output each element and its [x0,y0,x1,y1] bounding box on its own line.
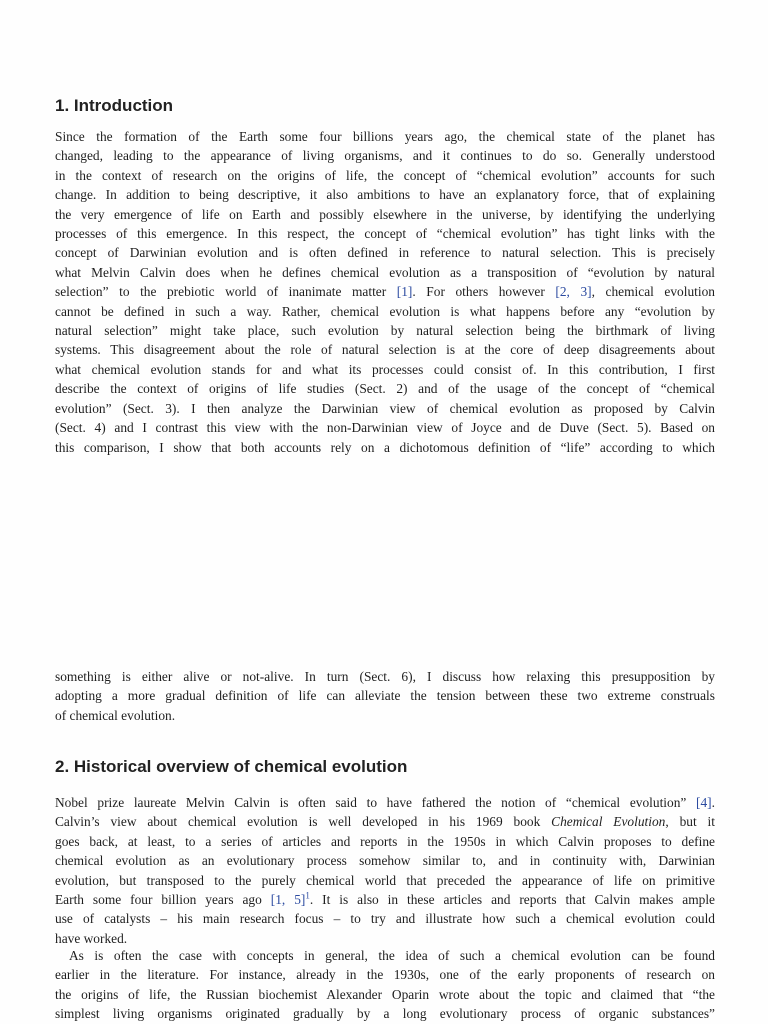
text-segment: selection” to the prebiotic world of inanimate matter [55,284,397,300]
text-line: goes back, at least, to a series of articles and reports in the 1950s in which Calvin proposes to define [55,833,715,849]
citation-link[interactable]: [2, 3] [555,284,592,300]
citation-link[interactable]: [1, 5] [270,892,306,908]
text-line: chemical evolution as an evolutionary process somehow similar to, and in continuity with, Darwinian [55,853,715,869]
text-line: evolution” (Sect. 3). I then analyze the Darwinian view of chemical evolution as proposed by Calvin [55,400,715,416]
text-line: what chemical evolution stands for and what its processes could consist of. In this contribution, I first [55,361,715,377]
citation-link[interactable]: [4] [696,795,712,810]
text-line: simplest living organisms originated gradually by a long evolutionary process of organic substances” [55,1006,715,1022]
paragraph-introduction [55,127,715,457]
text-segment: . [711,795,715,810]
text-line: (Sect. 4) and I contrast this view with the non-Darwinian view of Joyce and de Duve (Sect. 5). Based on [55,420,715,436]
text-line: Since the formation of the Earth some four billions years ago, the chemical state of the planet has [55,129,715,144]
text-segment: , chemical evolution [591,284,715,300]
citation-link[interactable]: [1] [396,284,413,300]
text-line: As is often the case with concepts in general, the idea of such a chemical evolution can be found [69,948,715,963]
text-line: processes of this emergence. In this respect, the concept of “chemical evolution” has tight links with the [55,226,715,242]
section-heading-introduction: 1. Introduction [55,96,174,115]
text-segment: , but it [665,814,715,830]
paragraph-oparin [55,946,715,1024]
text-line: earlier in the literature. For instance, already in the 1930s, one of the early proponents of research on [55,967,715,983]
text-line: change. In addition to being descriptive, it also ambitions to have an explanatory force, that of explaining [55,187,715,203]
text-line: have worked. [55,930,128,946]
text-line: the very emergence of life on Earth and possibly elsewhere in the universe, by identifying the underlying [55,206,715,222]
text-segment: . For others however [412,284,556,300]
text-line: natural selection” might take place, such evolution by natural selection being the birthmark of living [55,323,715,339]
text-line: changed, leading to the appearance of living organisms, and it continues to do so. Generally understood [55,148,715,164]
text-segment: Calvin’s view about chemical evolution is well developed in his 1969 book [55,814,552,830]
text-line: evolution, but transposed to the purely chemical world that preceded the appearance of life on primitive [55,872,715,888]
text-line: the origins of life, the Russian biochemist Alexander Oparin wrote about the topic and claimed that “the [55,986,715,1002]
text-line: cannot be defined in such a way. Rather, chemical evolution is what happens before any “evolution by [55,303,715,319]
text-line: this comparison, I show that both accounts rely on a dichotomous definition of “life” according to which [55,439,715,455]
text-segment: Earth some four billion years ago [55,892,271,908]
text-segment: . It is also in these articles and reports that Calvin makes ample [309,892,715,908]
text-line: use of catalysts – his main research focus – to try and illustrate how such a chemical evolution could [55,911,715,927]
footnote-marker[interactable]: 1 [305,890,310,901]
text-line [55,890,715,909]
section-heading-historical-overview: 2. Historical overview of chemical evolution [55,757,408,776]
text-line: in the context of research on the origins of life, the concept of “chemical evolution” accounts for such [55,167,715,183]
text-line [55,282,715,301]
text-line [55,812,715,831]
text-line: something is either alive or not-alive. In turn (Sect. 6), I discuss how relaxing this presupposition by [55,669,715,684]
text-line: systems. This disagreement about the role of natural selection is at the core of deep disagreements about [55,342,715,358]
paragraph-introduction-continued [55,667,715,725]
paragraph-historical-overview [55,793,715,948]
text-line: what Melvin Calvin does when he defines chemical evolution as a transposition of “evolution by natural [55,264,715,280]
text-segment: Nobel prize laureate Melvin Calvin is often said to have fathered the notion of “chemical evolution” [55,795,697,810]
text-line: concept of Darwinian evolution and is often defined in reference to natural selection. This is precisely [55,245,715,261]
text-line: adopting a more gradual definition of life can alleviate the tension between these two extreme construals [55,688,715,704]
book-title: Chemical Evolution [551,814,666,830]
text-line: describe the context of origins of life studies (Sect. 2) and of the usage of the concept of “chemical [55,381,715,397]
text-line [55,793,715,812]
text-line: of chemical evolution. [55,707,176,723]
